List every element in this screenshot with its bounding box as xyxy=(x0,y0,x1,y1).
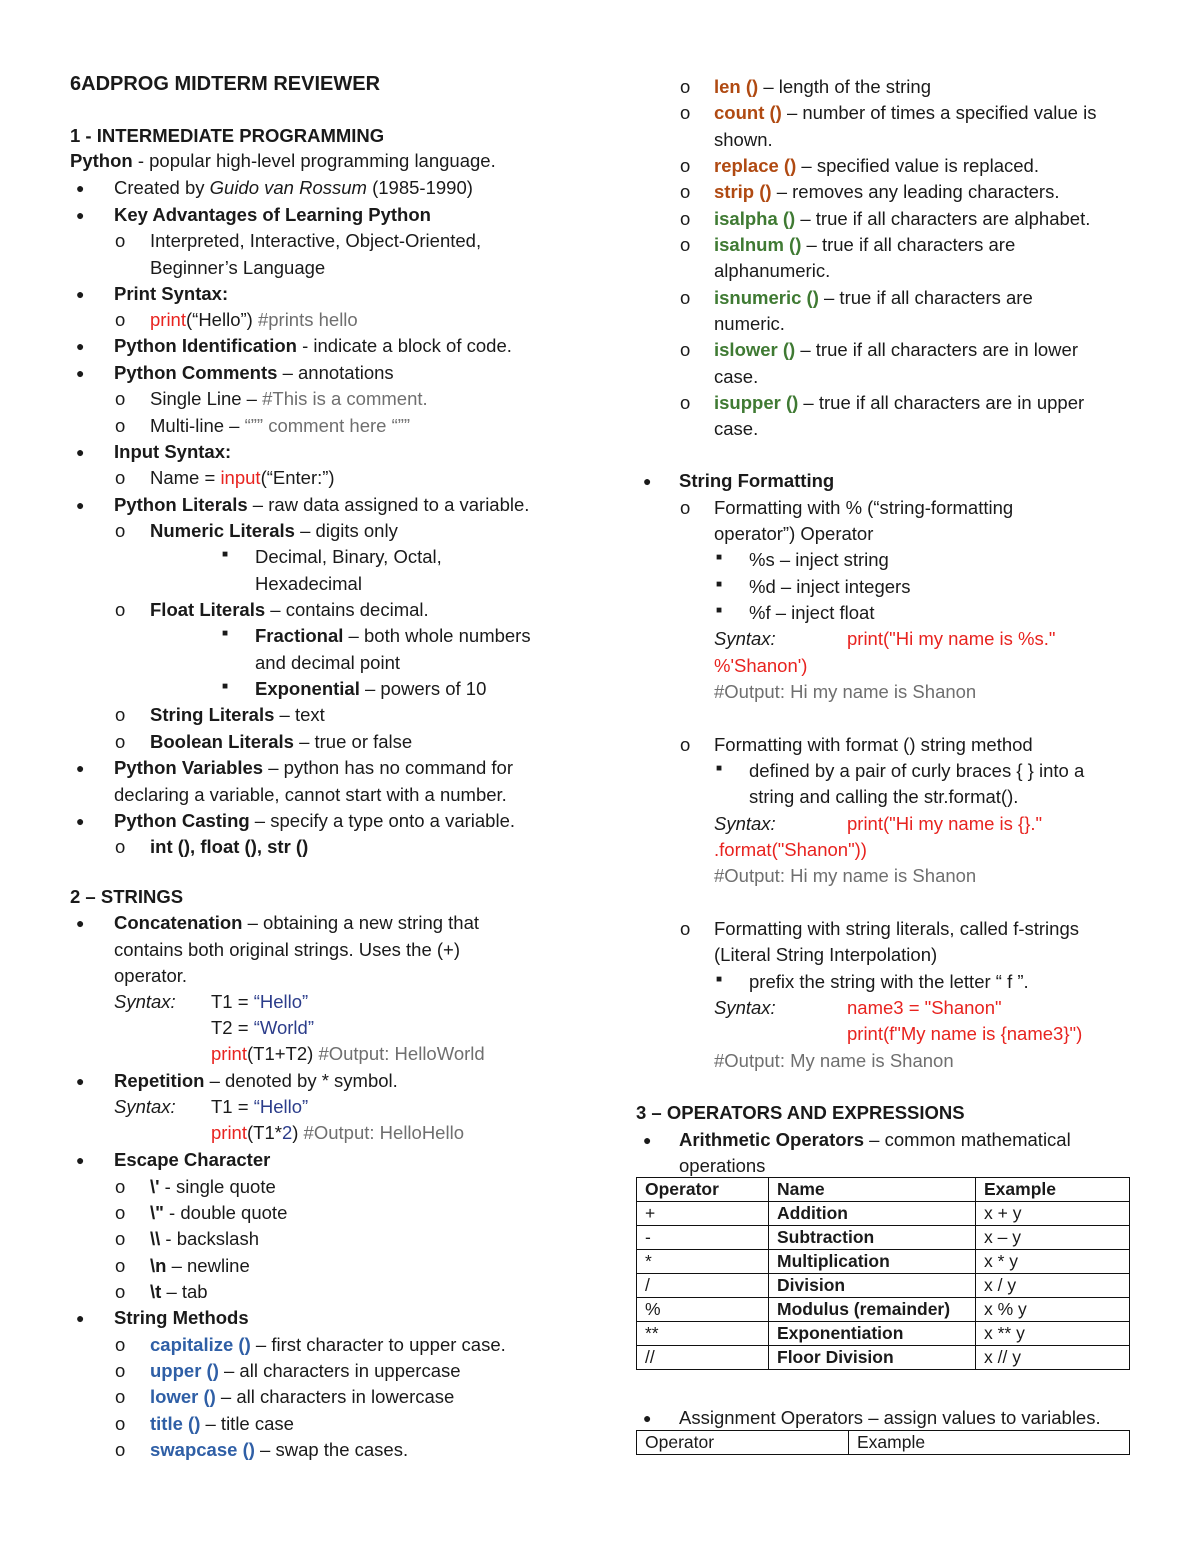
string: “Hello” xyxy=(253,1096,309,1117)
text: Created by xyxy=(114,177,210,198)
text: Multi-line – xyxy=(150,415,245,436)
term: Float Literals xyxy=(150,599,266,620)
definition: – obtaining a new string that xyxy=(242,912,480,933)
code-num: 2 xyxy=(281,1122,293,1143)
python-comments xyxy=(114,361,394,385)
method-desc: – true if all characters are in upper xyxy=(798,392,1085,413)
circle-bullet-icon: o xyxy=(680,155,691,176)
term: Arithmetic Operators xyxy=(679,1129,865,1150)
definition: – text xyxy=(274,704,325,725)
term: Fractional xyxy=(255,625,344,646)
method-name: isupper () xyxy=(714,392,799,413)
method-item xyxy=(150,1438,408,1462)
definition: – denoted by * symbol. xyxy=(204,1070,398,1091)
bullet-icon: ● xyxy=(76,1073,85,1089)
fstring-line-2: (Literal String Interpolation) xyxy=(714,944,938,965)
circle-bullet-icon: o xyxy=(115,1281,126,1302)
definition: – raw data assigned to a variable. xyxy=(247,494,530,515)
syntax-label: Syntax: xyxy=(714,997,776,1018)
code-t1 xyxy=(211,990,308,1014)
bullet-icon: ● xyxy=(643,1410,652,1426)
print-example xyxy=(150,308,358,332)
desc: - double quote xyxy=(163,1202,288,1223)
circle-bullet-icon: o xyxy=(115,731,126,752)
pct-s: %s – inject string xyxy=(749,549,889,570)
term: Numeric Literals xyxy=(150,520,295,541)
definition: – common mathematical xyxy=(864,1129,1071,1150)
format-method-line: Formatting with format () string method xyxy=(714,734,1033,755)
method-desc: – title case xyxy=(200,1413,294,1434)
circle-bullet-icon: o xyxy=(115,1228,126,1249)
code-concat-print xyxy=(211,1042,485,1066)
cell-name: Subtraction xyxy=(769,1226,976,1250)
method-name: isalnum () xyxy=(714,234,802,255)
desc: – tab xyxy=(161,1281,208,1302)
circle-bullet-icon: o xyxy=(115,704,126,725)
definition: – powers of 10 xyxy=(359,678,487,699)
method-name: islower () xyxy=(714,339,796,360)
bullet-icon: ● xyxy=(76,207,85,223)
method-item xyxy=(714,286,1033,310)
method-name: swapcase () xyxy=(150,1439,255,1460)
method-desc: – number of times a specified value is xyxy=(781,102,1097,123)
table-header-row xyxy=(637,1431,1130,1455)
output-label: #Output: xyxy=(714,1050,785,1071)
escape-item xyxy=(150,1201,287,1225)
arithmetic-table xyxy=(636,1177,1130,1370)
assignment-operators xyxy=(679,1406,1101,1430)
escape-item xyxy=(150,1175,276,1199)
code-fn: print xyxy=(150,309,186,330)
circle-bullet-icon: o xyxy=(680,102,691,123)
string-methods-heading: String Methods xyxy=(114,1307,249,1328)
method-desc: – all characters in uppercase xyxy=(218,1360,461,1381)
python-literals xyxy=(114,493,529,517)
circle-bullet-icon: o xyxy=(680,497,691,518)
circle-bullet-icon: o xyxy=(115,1255,126,1276)
circle-bullet-icon: o xyxy=(115,1413,126,1434)
term: Python Literals xyxy=(114,494,248,515)
method-item xyxy=(714,180,1060,204)
advantages-line-1: Interpreted, Interactive, Object-Oriented, xyxy=(150,230,482,251)
python-casting xyxy=(114,809,515,833)
definition: – contains decimal. xyxy=(265,599,429,620)
circle-bullet-icon: o xyxy=(115,467,126,488)
cell-name: Division xyxy=(769,1274,976,1298)
code: “”” comment here “”” xyxy=(244,415,411,436)
bullet-icon: ● xyxy=(76,444,85,460)
syntax-label: Syntax: xyxy=(714,628,776,649)
method-desc: – length of the string xyxy=(758,76,931,97)
code-fn: print xyxy=(211,1122,247,1143)
method-desc: – all characters in lowercase xyxy=(215,1386,455,1407)
method-name: title () xyxy=(150,1413,201,1434)
bullet-icon: ● xyxy=(76,813,85,829)
pct-format-line-2: operator”) Operator xyxy=(714,523,874,544)
method-item xyxy=(714,391,1084,415)
code-args-end: ) xyxy=(292,1122,299,1143)
method-desc: – true if all characters are xyxy=(801,234,1016,255)
term: Python Casting xyxy=(114,810,250,831)
circle-bullet-icon: o xyxy=(115,1202,126,1223)
circle-bullet-icon: o xyxy=(115,599,126,620)
string-formatting-heading: String Formatting xyxy=(679,470,835,491)
casting-functions: int (), float (), str () xyxy=(150,836,309,857)
string: “Hello” xyxy=(253,991,309,1012)
cell-example: x * y xyxy=(976,1250,1130,1274)
code-args: (T1+T2) xyxy=(247,1043,314,1064)
definition: – true or false xyxy=(293,731,413,752)
cell-operator: + xyxy=(637,1202,769,1226)
term: Python xyxy=(70,150,133,171)
method-desc: – swap the cases. xyxy=(254,1439,409,1460)
fstring-bullet: prefix the string with the letter “ f ”. xyxy=(749,971,1029,992)
numeric-sub-1: Decimal, Binary, Octal, xyxy=(255,546,442,567)
code: \n xyxy=(150,1255,167,1276)
circle-bullet-icon: o xyxy=(115,1360,126,1381)
cell-example: x – y xyxy=(976,1226,1130,1250)
circle-bullet-icon: o xyxy=(115,1334,126,1355)
concatenation-line-2: contains both original strings. Uses the (+) xyxy=(114,939,461,960)
numeric-literals xyxy=(150,519,398,543)
section-heading-1: 1 - INTERMEDIATE PROGRAMMING xyxy=(70,125,385,146)
fstring-code-1: name3 = "Shanon" xyxy=(847,997,1002,1018)
square-bullet-icon: ■ xyxy=(716,552,723,563)
square-bullet-icon: ■ xyxy=(716,605,723,616)
python-variables-line-2: declaring a variable, cannot start with a number. xyxy=(114,784,507,805)
table-row xyxy=(637,1346,1130,1370)
bullet-icon: ● xyxy=(76,338,85,354)
table-row xyxy=(637,1274,1130,1298)
syntax-label: Syntax: xyxy=(114,991,176,1012)
pct-code-2: %'Shanon') xyxy=(714,655,808,676)
term: Python Identification xyxy=(114,335,297,356)
bullet-icon: ● xyxy=(76,915,85,931)
code: \t xyxy=(150,1281,162,1302)
circle-bullet-icon: o xyxy=(680,287,691,308)
square-bullet-icon: ■ xyxy=(716,763,723,774)
syntax-label: Syntax: xyxy=(114,1096,176,1117)
table-header: Name xyxy=(769,1178,976,1202)
syntax-label: Syntax: xyxy=(714,813,776,834)
term: Exponential xyxy=(255,678,360,699)
method-name: strip () xyxy=(714,181,772,202)
method-item xyxy=(714,101,1096,125)
escape-item xyxy=(150,1280,208,1304)
text: T1 = xyxy=(211,991,254,1012)
concatenation-line-3: operator. xyxy=(114,965,188,986)
python-identification xyxy=(114,334,512,358)
square-bullet-icon: ■ xyxy=(716,974,723,985)
code-rep-print xyxy=(211,1121,464,1145)
method-item xyxy=(714,75,931,99)
output-label: #Output: xyxy=(714,865,785,886)
term: Python Variables xyxy=(114,757,264,778)
method-desc: – true if all characters are xyxy=(818,287,1033,308)
bullet-icon: ● xyxy=(643,473,652,489)
fstring-line-1: Formatting with string literals, called f-strings xyxy=(714,918,1079,939)
code-comment: #Output: HelloWorld xyxy=(313,1043,485,1064)
code-args: (T1* xyxy=(247,1122,282,1143)
method-desc: – true if all characters are in lower xyxy=(795,339,1078,360)
format-bullet-1: defined by a pair of curly braces { } into a xyxy=(749,760,1085,781)
pct-f: %f – inject float xyxy=(749,602,875,623)
method-item xyxy=(714,338,1078,362)
method-desc: – first character to upper case. xyxy=(250,1334,506,1355)
desc: - backslash xyxy=(160,1228,259,1249)
term: Boolean Literals xyxy=(150,731,294,752)
numeric-sub-2: Hexadecimal xyxy=(255,573,362,594)
method-desc-cont: case. xyxy=(714,366,759,387)
bullet-icon: ● xyxy=(76,365,85,381)
cell-name: Multiplication xyxy=(769,1250,976,1274)
table-row xyxy=(637,1202,1130,1226)
method-name: upper () xyxy=(150,1360,219,1381)
bullet-icon: ● xyxy=(76,497,85,513)
square-bullet-icon: ■ xyxy=(716,579,723,590)
circle-bullet-icon: o xyxy=(115,415,126,436)
output-value: Hi my name is Shanon xyxy=(784,681,977,702)
fractional xyxy=(255,624,531,648)
square-bullet-icon: ■ xyxy=(222,549,229,560)
single-line-comment xyxy=(150,387,428,411)
fstring-output xyxy=(714,1049,954,1073)
circle-bullet-icon: o xyxy=(680,181,691,202)
code-comment: #prints hello xyxy=(252,309,358,330)
table-header: Example xyxy=(976,1178,1130,1202)
cell-operator: * xyxy=(637,1250,769,1274)
repetition xyxy=(114,1069,398,1093)
circle-bullet-icon: o xyxy=(115,309,126,330)
method-desc-cont: alphanumeric. xyxy=(714,260,831,281)
fractional-line-2: and decimal point xyxy=(255,652,401,673)
definition: – annotations xyxy=(277,362,394,383)
method-desc-cont: case. xyxy=(714,418,759,439)
circle-bullet-icon: o xyxy=(680,234,691,255)
desc: – newline xyxy=(166,1255,250,1276)
years: (1985-1990) xyxy=(366,177,473,198)
cell-example: x // y xyxy=(976,1346,1130,1370)
method-item xyxy=(714,154,1039,178)
definition: – both whole numbers xyxy=(343,625,531,646)
created-by xyxy=(114,176,473,200)
cell-operator: // xyxy=(637,1346,769,1370)
bullet-icon: ● xyxy=(76,760,85,776)
circle-bullet-icon: o xyxy=(115,520,126,541)
method-name: replace () xyxy=(714,155,797,176)
cell-operator: % xyxy=(637,1298,769,1322)
cell-example: x + y xyxy=(976,1202,1130,1226)
cell-operator: - xyxy=(637,1226,769,1250)
escape-heading: Escape Character xyxy=(114,1149,271,1170)
boolean-literals xyxy=(150,730,412,754)
section-heading-2: 2 – STRINGS xyxy=(70,886,184,907)
method-name: capitalize () xyxy=(150,1334,251,1355)
code: \' xyxy=(150,1176,160,1197)
method-item xyxy=(150,1333,506,1357)
cell-name: Floor Division xyxy=(769,1346,976,1370)
method-name: lower () xyxy=(150,1386,216,1407)
python-variables xyxy=(114,756,513,780)
definition: - indicate a block of code. xyxy=(296,335,512,356)
format-code-1: print("Hi my name is {}." xyxy=(847,813,1043,834)
method-name: len () xyxy=(714,76,759,97)
format-output xyxy=(714,864,976,888)
definition: - popular high-level programming language. xyxy=(132,150,496,171)
format-bullet-2: string and calling the str.format(). xyxy=(749,786,1019,807)
method-desc: – true if all characters are alphabet. xyxy=(795,208,1091,229)
definition: – specify a type onto a variable. xyxy=(249,810,515,831)
code-args: (“Enter:”) xyxy=(260,467,335,488)
code-rep-t1 xyxy=(211,1095,308,1119)
code-fn: input xyxy=(220,467,261,488)
output-label: #Output: xyxy=(714,681,785,702)
desc: - single quote xyxy=(159,1176,276,1197)
circle-bullet-icon: o xyxy=(115,1386,126,1407)
input-syntax-heading: Input Syntax: xyxy=(114,441,232,462)
code-t2 xyxy=(211,1016,314,1040)
advantages-line-2: Beginner’s Language xyxy=(150,257,326,278)
cell-example: x % y xyxy=(976,1298,1130,1322)
input-example xyxy=(150,466,335,490)
table-row xyxy=(637,1298,1130,1322)
format-code-2: .format("Shanon")) xyxy=(714,839,867,860)
escape-item xyxy=(150,1227,259,1251)
output-value: Hi my name is Shanon xyxy=(784,865,977,886)
cell-example: x / y xyxy=(976,1274,1130,1298)
circle-bullet-icon: o xyxy=(115,1176,126,1197)
bullet-icon: ● xyxy=(76,180,85,196)
table-header: Operator xyxy=(637,1178,769,1202)
cell-name: Addition xyxy=(769,1202,976,1226)
output-value: My name is Shanon xyxy=(784,1050,954,1071)
table-row xyxy=(637,1322,1130,1346)
text: Single Line – xyxy=(150,388,263,409)
method-desc-cont: shown. xyxy=(714,129,773,150)
advantages-heading: Key Advantages of Learning Python xyxy=(114,204,431,225)
circle-bullet-icon: o xyxy=(680,339,691,360)
code: \\ xyxy=(150,1228,161,1249)
arithmetic-line-2: operations xyxy=(679,1155,766,1176)
circle-bullet-icon: o xyxy=(115,230,126,251)
print-syntax-heading: Print Syntax: xyxy=(114,283,229,304)
circle-bullet-icon: o xyxy=(115,836,126,857)
method-desc-cont: numeric. xyxy=(714,313,785,334)
table-header-row xyxy=(637,1178,1130,1202)
bullet-icon: ● xyxy=(643,1132,652,1148)
method-name: count () xyxy=(714,102,782,123)
term: Repetition xyxy=(114,1070,205,1091)
exponential xyxy=(255,677,486,701)
circle-bullet-icon: o xyxy=(680,734,691,755)
cell-name: Exponentiation xyxy=(769,1322,976,1346)
circle-bullet-icon: o xyxy=(680,76,691,97)
method-item xyxy=(150,1385,454,1409)
term: Python Comments xyxy=(114,362,278,383)
circle-bullet-icon: o xyxy=(680,208,691,229)
code-comment: #Output: HelloHello xyxy=(298,1122,464,1143)
pct-format-line-1: Formatting with % (“string-formatting xyxy=(714,497,1014,518)
square-bullet-icon: ■ xyxy=(222,681,229,692)
bullet-icon: ● xyxy=(76,286,85,302)
pct-d: %d – inject integers xyxy=(749,576,911,597)
table-header: Example xyxy=(849,1431,1130,1455)
definition: – assign values to variables. xyxy=(863,1407,1101,1428)
bullet-icon: ● xyxy=(76,1152,85,1168)
term: String Literals xyxy=(150,704,275,725)
method-desc: – removes any leading characters. xyxy=(771,181,1060,202)
definition: – python has no command for xyxy=(263,757,513,778)
concatenation xyxy=(114,911,479,935)
code-args: (“Hello”) xyxy=(186,309,253,330)
method-name: isnumeric () xyxy=(714,287,819,308)
cell-name: Modulus (remainder) xyxy=(769,1298,976,1322)
method-desc: – specified value is replaced. xyxy=(796,155,1039,176)
circle-bullet-icon: o xyxy=(680,392,691,413)
bullet-icon: ● xyxy=(76,1310,85,1326)
code: #This is a comment. xyxy=(262,388,428,409)
cell-operator: ** xyxy=(637,1322,769,1346)
code: \" xyxy=(150,1202,164,1223)
escape-item xyxy=(150,1254,250,1278)
section-heading-3: 3 – OPERATORS AND EXPRESSIONS xyxy=(636,1102,965,1123)
cell-operator: / xyxy=(637,1274,769,1298)
method-name: isalpha () xyxy=(714,208,796,229)
method-item xyxy=(714,233,1015,257)
string-literals xyxy=(150,703,325,727)
pct-code-1: print("Hi my name is %s." xyxy=(847,628,1056,649)
table-row xyxy=(637,1250,1130,1274)
circle-bullet-icon: o xyxy=(115,1439,126,1460)
string: “World” xyxy=(253,1017,314,1038)
multi-line-comment xyxy=(150,414,410,438)
code-fn: print xyxy=(211,1043,247,1064)
python-definition xyxy=(70,149,496,173)
term: Concatenation xyxy=(114,912,243,933)
square-bullet-icon: ■ xyxy=(222,628,229,639)
page-title: 6ADPROG MIDTERM REVIEWER xyxy=(70,73,381,95)
circle-bullet-icon: o xyxy=(680,918,691,939)
cell-example: x ** y xyxy=(976,1322,1130,1346)
float-literals xyxy=(150,598,429,622)
method-item xyxy=(150,1359,461,1383)
method-item xyxy=(150,1412,294,1436)
table-header: Operator xyxy=(637,1431,849,1455)
definition: – digits only xyxy=(294,520,398,541)
author: Guido van Rossum xyxy=(209,177,367,198)
assignment-table xyxy=(636,1430,1130,1455)
table-row xyxy=(637,1226,1130,1250)
text: Name = xyxy=(150,467,221,488)
text: T2 = xyxy=(211,1017,254,1038)
fstring-code-2: print(f"My name is {name3}") xyxy=(847,1023,1083,1044)
text: T1 = xyxy=(211,1096,254,1117)
term: Assignment Operators xyxy=(679,1407,864,1428)
circle-bullet-icon: o xyxy=(115,388,126,409)
arithmetic-operators xyxy=(679,1128,1071,1152)
method-item xyxy=(714,207,1090,231)
pct-output xyxy=(714,680,976,704)
